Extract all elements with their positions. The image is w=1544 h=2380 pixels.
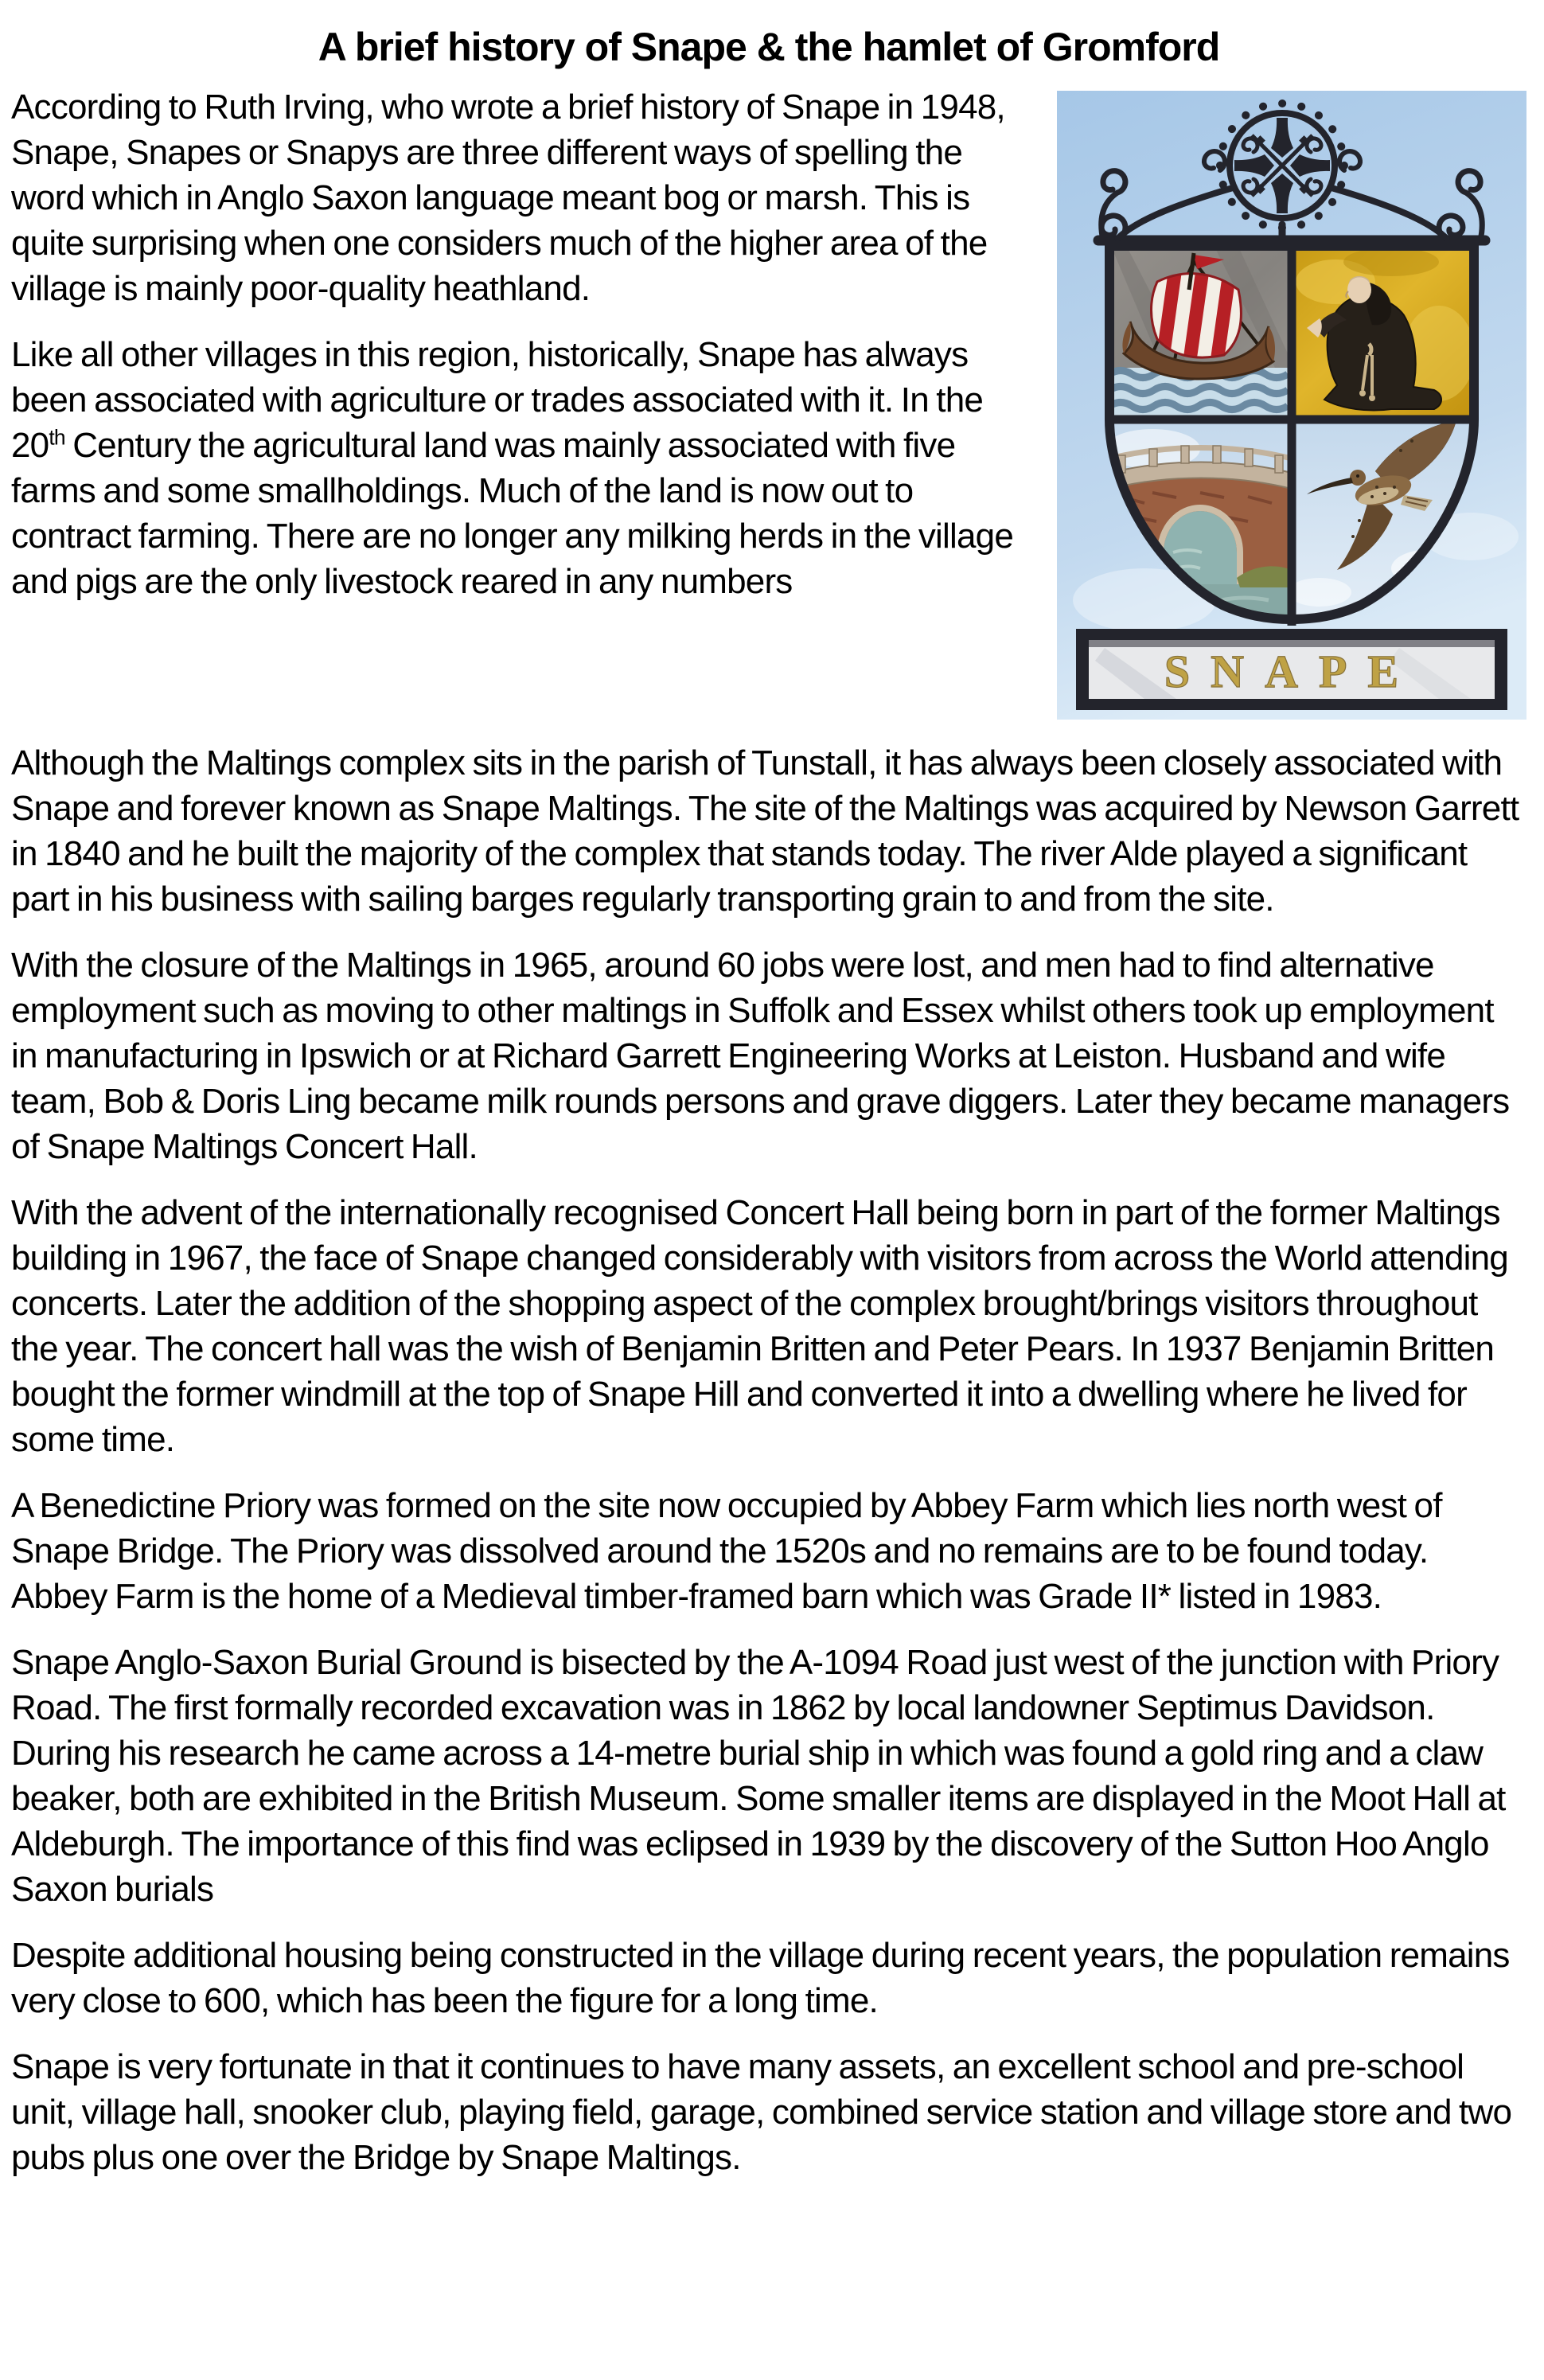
ordinal-superscript: th (49, 425, 65, 450)
paragraph-maltings-closure: With the closure of the Maltings in 1965, around 60 jobs were lost, and men had to find alternative employment such as moving to other maltings in Suffolk and Essex whilst others took up employment in manufacturing in Ipswich or at Richard Garrett Engineering Works at Leiston. Husband and wife team, Bob & Doris Ling became milk rounds persons and grave diggers. Later they became managers of Snape Maltings Concert Hall. (11, 946, 1510, 1166)
paragraph-benedictine-priory: A Benedictine Priory was formed on the site now occupied by Abbey Farm which lies north west of Snape Bridge. The Priory was dissolved around the 1520s and no remains are to be found today. Abbey Farm is the home of a Medieval timber-framed barn which was Grade II* listed in 1983. (11, 1486, 1442, 1616)
snape-village-sign-photo (1057, 91, 1526, 720)
paragraph-agriculture-post: Century the agricultural land was mainly associated with five farms and some smallholdings. Much of the land is now out to contract farming. There are no longer any milking herds in the village and pigs are the only livestock reared in any numbers (11, 426, 1013, 601)
village-sign-illustration (1057, 91, 1526, 720)
paragraph-population: Despite additional housing being constructed in the village during recent years, the population remains very close to 600, which has been the figure for a long time. (11, 1936, 1510, 2020)
viking-ship-quadrant (1109, 246, 1292, 419)
document-page (0, 24, 1544, 2180)
paragraph-maltings: Although the Maltings complex sits in the parish of Tunstall, it has always been closely associated with Snape and forever known as Snape Maltings. The site of the Maltings was acquired by Newson Garrett in 1840 and he built the majority of the complex that stands today. The river Alde played a significant part in his business with sailing barges regularly transporting grain to and from the site. (11, 743, 1519, 919)
praying-monk-quadrant (1292, 246, 1475, 419)
paragraph-village-assets: Snape is very fortunate in that it continues to have many assets, an excellent school and pre-school unit, village hall, snooker club, playing field, garage, combined service station and village store and two pubs plus one over the Bridge by Snape Maltings. (11, 2047, 1512, 2177)
page-title: A brief history of Snape & the hamlet of Gromford (318, 25, 1220, 69)
paragraph-burial-ground: Snape Anglo-Saxon Burial Ground is bisected by the A-1094 Road just west of the junction with Priory Road. The first formally recorded excavation was in 1862 by local landowner Septimus Davidson. During his research he came across a 14-metre burial ship in which was found a gold ring and a claw beaker, both are exhibited in the British Museum. Some smaller items are displayed in the Moot Hall at Aldeburgh. The importance of this find was eclipsed in 1939 by the discovery of the Sutton Hoo Anglo Saxon burials (11, 1643, 1506, 1909)
paragraph-agriculture-pre: Like all other villages in this region, historically, Snape has always been associated with agriculture or trades associated with it. In the 20 (11, 335, 984, 465)
snape-banner (1076, 629, 1507, 710)
striped-sail (1152, 274, 1242, 357)
paragraph-concert-hall: With the advent of the internationally recognised Concert Hall being born in part of the former Maltings building in 1967, the face of Snape changed considerably with visitors from across the World attending concerts. Later the addition of the shopping aspect of the complex brought/brings visitors throughout the year. The concert hall was the wish of Benjamin Britten and Peter Pears. In 1937 Benjamin Britten bought the former windmill at the top of Snape Hill and converted it into a dwelling where he lived for some time. (11, 1193, 1508, 1459)
banner-text: SNAPE (1164, 646, 1420, 697)
paragraph-history-intro: According to Ruth Irving, who wrote a brief history of Snape in 1948, Snape, Snapes or Snapys are three different ways of spelling the word which in Anglo Saxon language meant bog or marsh. This is quite surprising when one considers much of the higher area of the village is mainly poor-quality heathland. (11, 88, 1005, 308)
